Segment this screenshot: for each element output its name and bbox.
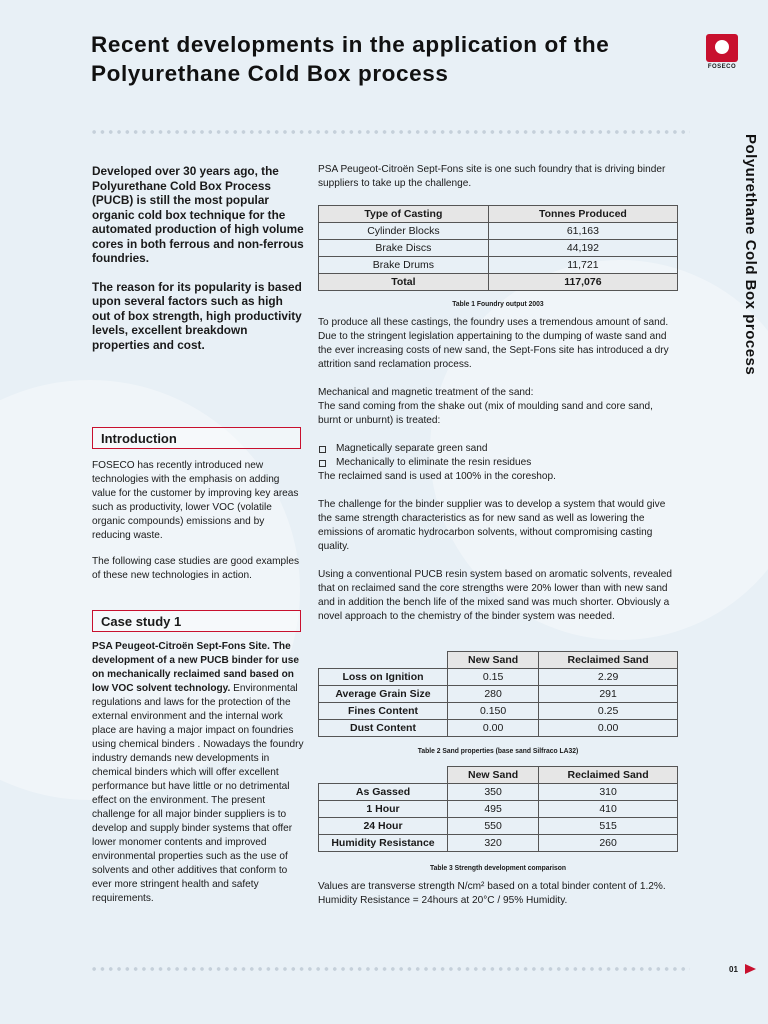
table-cell: Loss on Ignition xyxy=(319,669,448,686)
dotted-divider-bottom xyxy=(90,966,690,972)
table-cell: 61,163 xyxy=(488,223,677,240)
bullet-item: Magnetically separate green sand xyxy=(318,442,678,456)
table-header: New Sand xyxy=(448,652,539,669)
table-cell: 515 xyxy=(539,818,678,835)
foseco-logo xyxy=(706,34,738,72)
table-cell: 0.150 xyxy=(448,703,539,720)
table-cell: 0.00 xyxy=(448,720,539,737)
table-sand-properties xyxy=(318,651,678,737)
reclaimed-para: The reclaimed sand is used at 100% in the coreshop. xyxy=(318,471,556,482)
table-cell: 495 xyxy=(448,801,539,818)
case-study-text: Environmental regulations and laws for the protection of the external environment and the internal work place are having a major impact on foundries using chemical binders . Nowadays the foundry industry demands new developments in chemical binders which will offer excellent performance but have little or no detrimental effect on the environment. The present challenge for all major binder suppliers is to develop and supply binder systems that offer lower monomer contents and improved environmental properties such as the use of solvents and other additives that conform to ever more stringent health and safety requirements. xyxy=(92,683,304,904)
values-para: Values are transverse strength N/cm² based on a total binder content of 1.2%. Humidity Resistance = 24hours at 20°C / 95% Humidity. xyxy=(318,881,666,906)
right-intro xyxy=(318,163,678,191)
table-row xyxy=(319,240,678,257)
table-cell: 0.25 xyxy=(539,703,678,720)
intro-summary xyxy=(92,164,304,366)
next-page-arrow-icon xyxy=(745,964,756,974)
side-title: Polyurethane Cold Box process xyxy=(742,134,759,376)
table-row xyxy=(319,835,678,852)
introduction-para-2: The following case studies are good examples of these new technologies in action. xyxy=(92,556,300,581)
dotted-divider-top xyxy=(90,129,690,135)
table-cell: 24 Hour xyxy=(319,818,448,835)
table-cell: 117,076 xyxy=(488,274,677,291)
case-study-lead: PSA Peugeot-Citroën Sept-Fons Site. The development of a new PUCB binder for use on mechanically reclaimed sand based on low VOC solvent technology. xyxy=(92,641,299,694)
table-cell: 550 xyxy=(448,818,539,835)
introduction-para-1: FOSECO has recently introduced new technologies with the emphasis on adding value for the customer by improving key areas such as productivity, lower VOC (volatile organic compounds) emissions and by reducing waste. xyxy=(92,460,299,541)
table-cell: 310 xyxy=(539,784,678,801)
table-header: Reclaimed Sand xyxy=(539,767,678,784)
conventional-para: Using a conventional PUCB resin system based on aromatic solvents, revealed that on reclaimed sand the core strengths were 20% lower than with new sand and in addition the bench life of the mixed sand was much shorter. Obviously a novel approach to the chemistry of the binder system was needed. xyxy=(318,569,673,622)
table-cell: Brake Discs xyxy=(319,240,489,257)
right-body xyxy=(318,316,678,624)
table-row xyxy=(319,801,678,818)
table-cell: 2.29 xyxy=(539,669,678,686)
table-row xyxy=(319,818,678,835)
logo-text: FOSECO xyxy=(707,64,737,70)
table-row xyxy=(319,223,678,240)
page-title: Recent developments in the application of the Polyurethane Cold Box process xyxy=(91,32,610,86)
table-row xyxy=(319,784,678,801)
table-cell: Average Grain Size xyxy=(319,686,448,703)
table-cell: 1 Hour xyxy=(319,801,448,818)
table-header xyxy=(319,767,448,784)
logo-icon xyxy=(706,34,738,62)
intro-para-2: The reason for its popularity is based upon several factors such as high out of box strength, high productivity levels, excellent breakdown properties and cost. xyxy=(92,279,302,352)
intro-para-1: Developed over 30 years ago, the Polyurethane Cold Box Process (PUCB) is still the most popular organic cold box technique for the automated production of high volume cores in both ferrous and non-ferrous foundries. xyxy=(92,164,304,265)
table-cell: Dust Content xyxy=(319,720,448,737)
table-cell: Total xyxy=(319,274,489,291)
challenge-para: The challenge for the binder supplier was to develop a system that would give the same strength characteristics as for new sand as well as lowering the emissions of aromatic hydrocarbon solvents, without compromising casting quality. xyxy=(318,499,666,552)
table-header: Tonnes Produced xyxy=(488,206,677,223)
table1-caption: Table 1 Foundry output 2003 xyxy=(452,299,544,308)
table-cell: As Gassed xyxy=(319,784,448,801)
table-strength-development xyxy=(318,766,678,852)
table-cell: Cylinder Blocks xyxy=(319,223,489,240)
table-cell: Brake Drums xyxy=(319,257,489,274)
table-row xyxy=(319,720,678,737)
table-cell: 291 xyxy=(539,686,678,703)
table-cell: 260 xyxy=(539,835,678,852)
table-row xyxy=(319,703,678,720)
table-total-row xyxy=(319,274,678,291)
mech-para-2: The sand coming from the shake out (mix of moulding sand and core sand, burnt or unburnt) is treated: xyxy=(318,401,653,426)
table-row xyxy=(319,669,678,686)
table-cell: 0.15 xyxy=(448,669,539,686)
table-cell: Humidity Resistance xyxy=(319,835,448,852)
table-cell: 0.00 xyxy=(539,720,678,737)
table2-caption: Table 2 Sand properties (base sand Silfraco LA32) xyxy=(417,746,579,755)
page-number: 01 xyxy=(729,965,738,974)
table-row xyxy=(319,257,678,274)
table-cell: 44,192 xyxy=(488,240,677,257)
case-study-body xyxy=(92,640,304,906)
introduction-body xyxy=(92,459,304,595)
table3-caption: Table 3 Strength development comparison xyxy=(429,863,567,872)
values-note xyxy=(318,880,678,908)
table-cell: 320 xyxy=(448,835,539,852)
table-header: Type of Casting xyxy=(319,206,489,223)
castings-para: To produce all these castings, the foundry uses a tremendous amount of sand. Due to the stringent legislation appertaining to the dumping of waste sand and the ever increasing costs of new sand, the Sept-Fons site has introduced a dry attrition sand reclamation process. xyxy=(318,317,669,370)
table-cell: 350 xyxy=(448,784,539,801)
table-foundry-output xyxy=(318,205,678,291)
right-intro-para: PSA Peugeot-Citroën Sept-Fons site is one such foundry that is driving binder suppliers to take up the challenge. xyxy=(318,164,666,189)
table-cell: 410 xyxy=(539,801,678,818)
table-header: Reclaimed Sand xyxy=(539,652,678,669)
table-row xyxy=(319,686,678,703)
introduction-heading: Introduction xyxy=(92,427,301,449)
table-header xyxy=(319,652,448,669)
case-study-heading: Case study 1 xyxy=(92,610,301,632)
bullet-item: Mechanically to eliminate the resin residues xyxy=(318,456,678,470)
table-header: New Sand xyxy=(448,767,539,784)
table-cell: Fines Content xyxy=(319,703,448,720)
table-cell: 11,721 xyxy=(488,257,677,274)
mech-para-1: Mechanical and magnetic treatment of the sand: xyxy=(318,387,534,398)
table-cell: 280 xyxy=(448,686,539,703)
